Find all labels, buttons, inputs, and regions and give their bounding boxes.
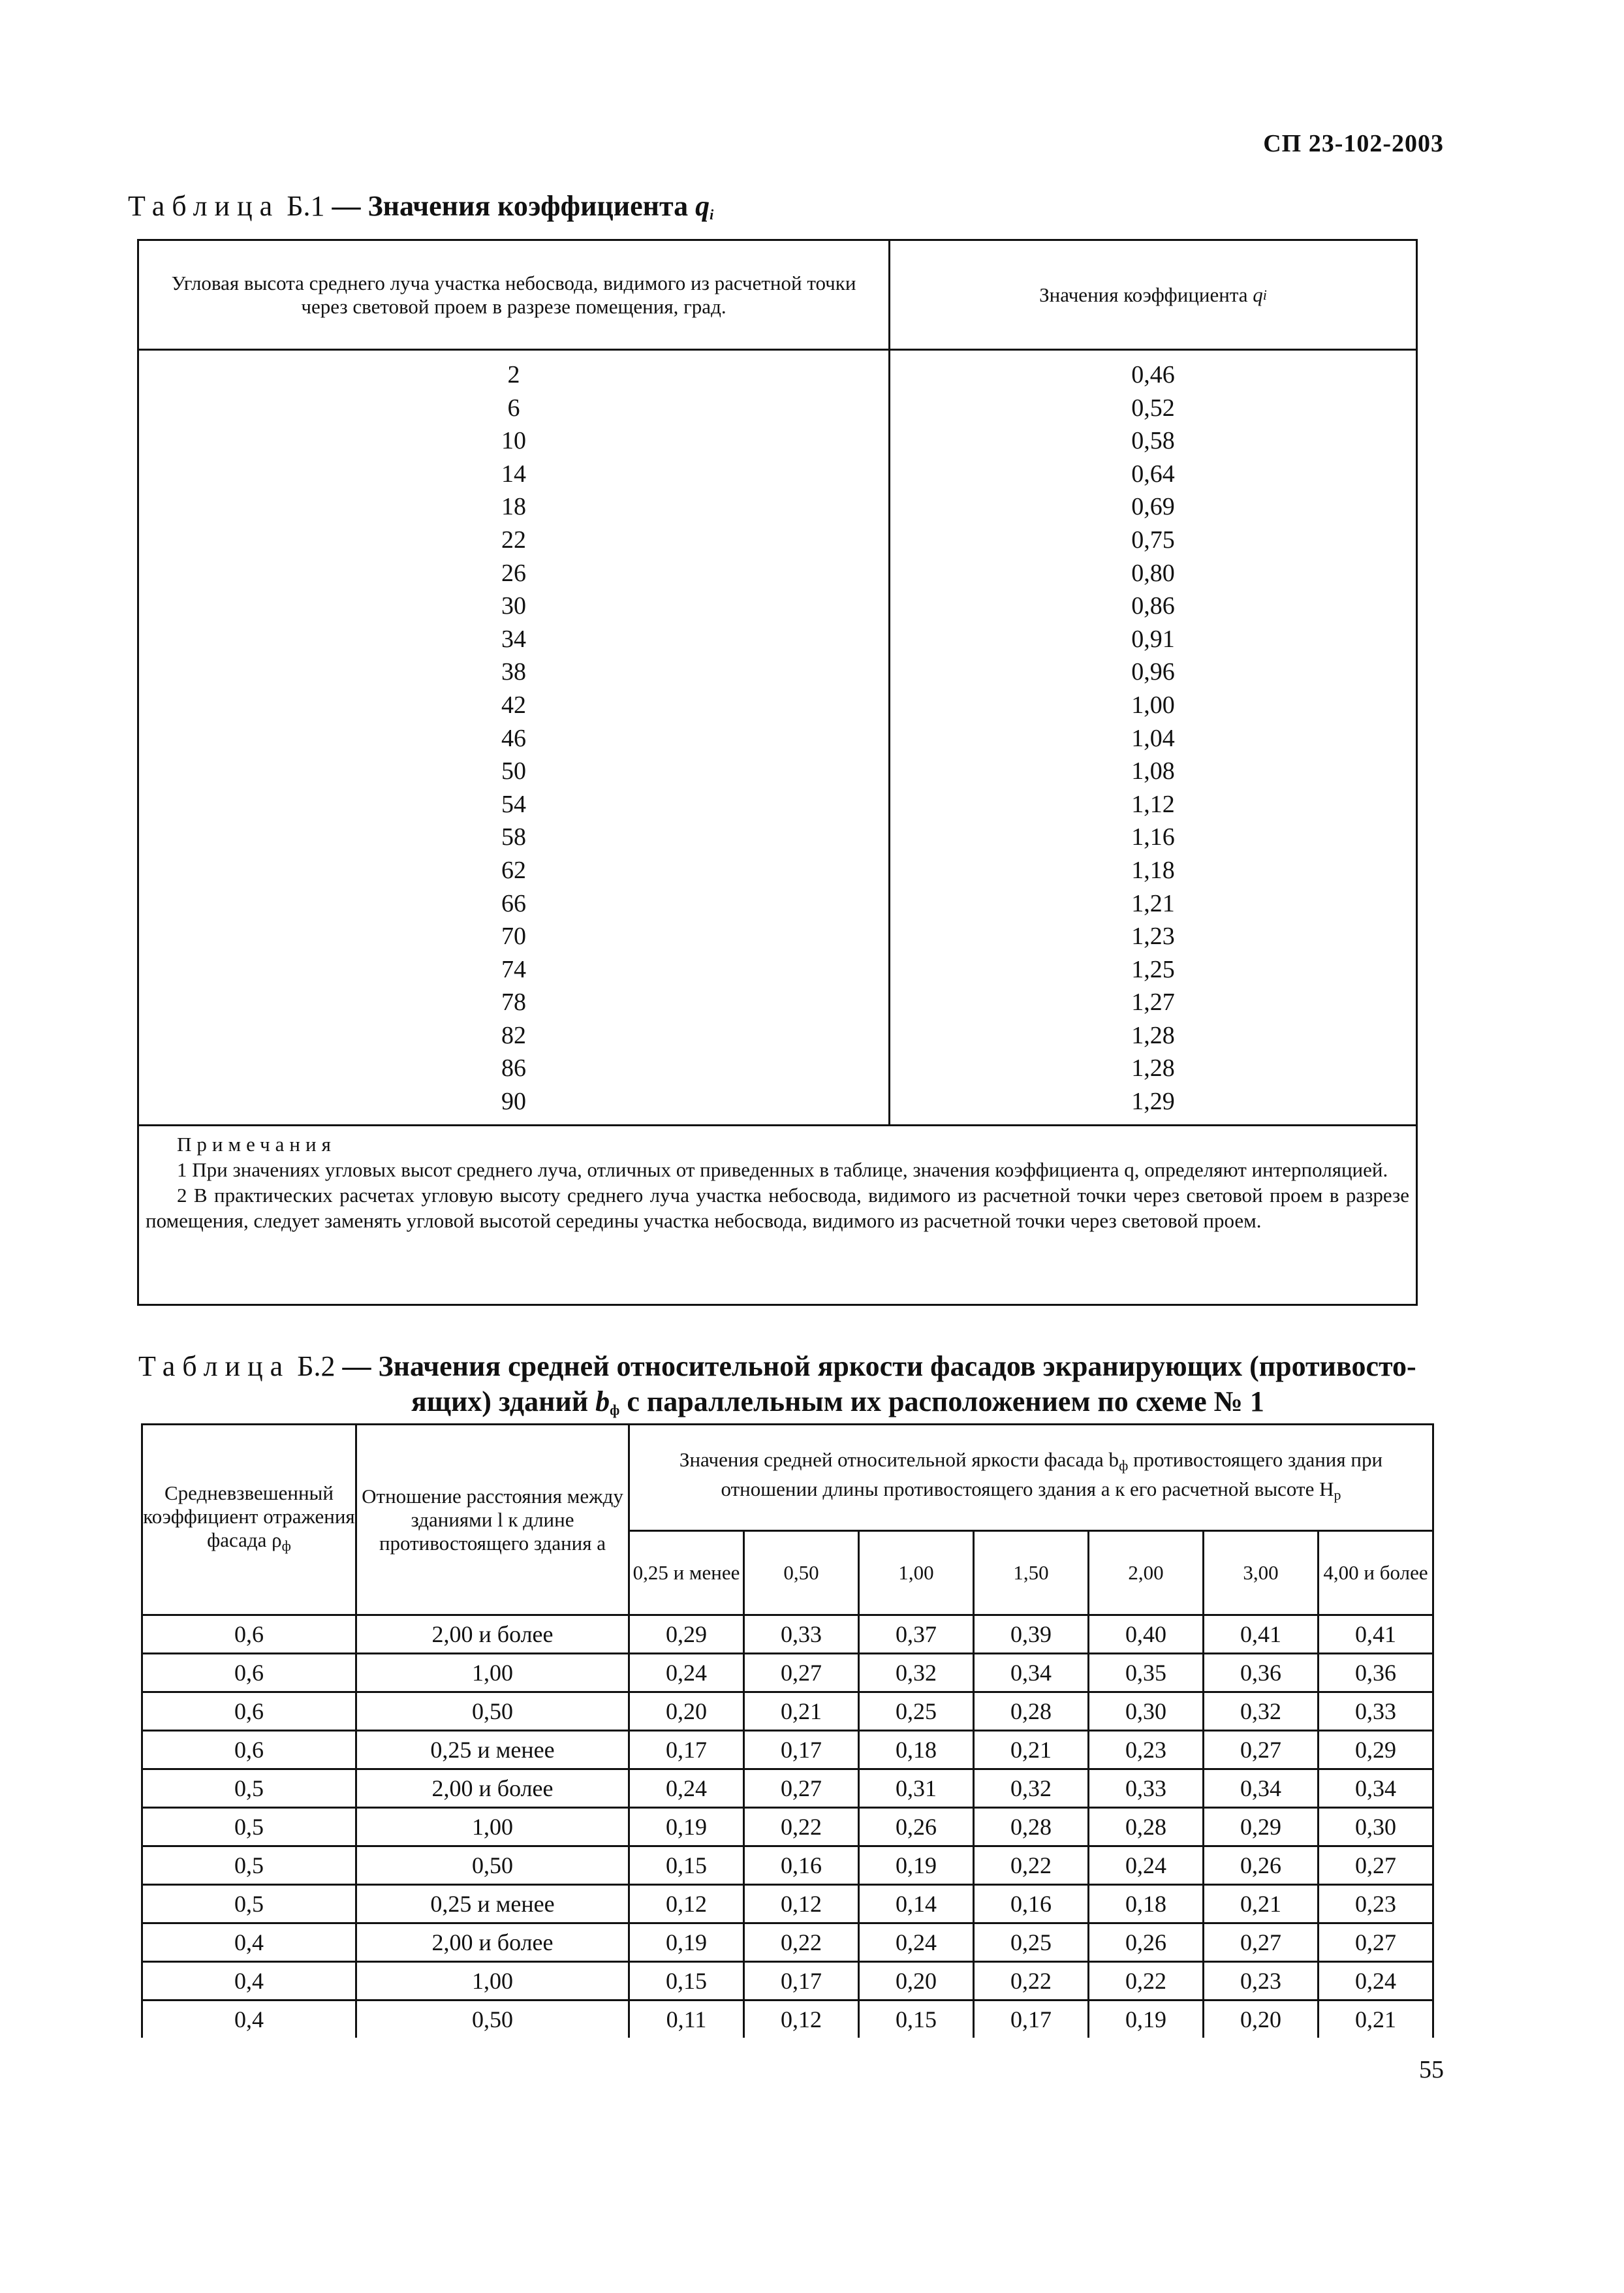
table1-angle-cell: 66 <box>501 889 526 917</box>
table2-cell: 0,24 <box>629 1769 744 1808</box>
table2-cell: 0,21 <box>1319 2000 1433 2038</box>
table2-cell: 0,24 <box>1089 1846 1204 1885</box>
table2-ratio-header: 4,00 и более <box>1319 1531 1433 1615</box>
table1-angle-cell: 6 <box>507 394 520 422</box>
table-row <box>142 1654 1433 1692</box>
table1-note-2: 2 В практических расчетах угловую высоту среднего луча участка небосвода, видимого из расчетной точки через световой проем в разрезе помещения, следует заменять угловой высотой середины участка небосвода, видимого из расчетной точки через световой проем. <box>146 1184 1409 1232</box>
table2-cell: 0,41 <box>1204 1615 1319 1654</box>
table2-cell: 0,6 <box>142 1731 356 1769</box>
table2-cell: 0,18 <box>859 1731 974 1769</box>
table2-cell: 0,6 <box>142 1654 356 1692</box>
table2-cell: 0,19 <box>629 1923 744 1962</box>
table-row <box>142 1885 1433 1923</box>
table2-cell: 0,12 <box>744 1885 859 1923</box>
table1-angle-cell: 34 <box>501 625 526 653</box>
table2-cell: 0,50 <box>356 1846 629 1885</box>
table2-cell: 0,27 <box>744 1654 859 1692</box>
table2-cell: 0,14 <box>859 1885 974 1923</box>
table2-cell: 0,27 <box>744 1769 859 1808</box>
table1-value-cell: 0,75 <box>1131 526 1175 554</box>
table2-cell: 0,50 <box>356 1692 629 1731</box>
table1-angle-cell: 90 <box>501 1088 526 1116</box>
table2-cell: 0,28 <box>974 1808 1089 1846</box>
table2-cell: 0,39 <box>974 1615 1089 1654</box>
table2-cell: 0,5 <box>142 1885 356 1923</box>
table2-ratio-header: 0,50 <box>744 1531 859 1615</box>
table1-header-coefficient-text: Значения коэффициента <box>1039 283 1248 306</box>
table1-angle-cell: 74 <box>501 955 526 983</box>
table2-cell: 1,00 <box>356 1808 629 1846</box>
table2-cell: 0,23 <box>1089 1731 1204 1769</box>
table2-cell: 0,26 <box>1089 1923 1204 1962</box>
table-row <box>142 1615 1433 1654</box>
table1-header-angle-text: Угловая высота среднего луча участка небосвода, видимого из расчетной точки через световой проем в разрезе помещения, град. <box>171 271 856 318</box>
table2-cell: 2,00 и более <box>356 1769 629 1808</box>
table2-cell: 0,4 <box>142 1962 356 2000</box>
table-row <box>142 1731 1433 1769</box>
table1-angle-cell: 38 <box>501 658 526 686</box>
table1-angle-cell: 30 <box>501 592 526 620</box>
table2-header-brightness-group: Значения средней относительной яркости фасада $b_ф$ противостоящего здания при отношении длины противостоящего здания a к его расчетной высоте $H_р$ <box>629 1425 1433 1531</box>
table2-cell: 0,20 <box>1204 2000 1319 2038</box>
table2-cell: 0,12 <box>629 1885 744 1923</box>
table1-angle-cell: 26 <box>501 559 526 587</box>
table2-cell: 0,27 <box>1204 1923 1319 1962</box>
table1-value-cell: 1,28 <box>1131 1054 1175 1083</box>
table2-cell: 0,37 <box>859 1615 974 1654</box>
table1-notes <box>139 1124 1416 1304</box>
table2-caption-dash: — <box>342 1350 371 1382</box>
table2-cell: 0,20 <box>629 1692 744 1731</box>
table2-cell: 0,22 <box>744 1808 859 1846</box>
table2-caption-symbol: b <box>595 1385 610 1417</box>
table2-cell: 0,24 <box>629 1654 744 1692</box>
table2-cell: 0,21 <box>974 1731 1089 1769</box>
table1-caption-title: Значения коэффициента <box>367 190 689 222</box>
table1-value-cell: 0,69 <box>1131 493 1175 521</box>
table2-cell: 0,35 <box>1089 1654 1204 1692</box>
table2-cell: 0,5 <box>142 1808 356 1846</box>
table2-cell: 0,23 <box>1204 1962 1319 2000</box>
table2-cell: 0,15 <box>629 1962 744 2000</box>
table1-angle-cell: 62 <box>501 856 526 884</box>
table1-angle-cell: 18 <box>501 493 526 521</box>
table2-cell: 0,5 <box>142 1846 356 1885</box>
table2-ratio-header: 1,00 <box>859 1531 974 1615</box>
table2-cell: 0,17 <box>974 2000 1089 2038</box>
table1-angle-cell: 42 <box>501 691 526 719</box>
table1-angle-cell: 22 <box>501 526 526 554</box>
table2-cell: 0,41 <box>1319 1615 1433 1654</box>
table2-cell: 1,00 <box>356 1654 629 1692</box>
table1-value-cell: 0,58 <box>1131 427 1175 455</box>
table1-value-cell: 0,96 <box>1131 658 1175 686</box>
table1-header-coefficient <box>890 241 1416 349</box>
table1-angle-cell: 2 <box>507 361 520 388</box>
table2-cell: 0,25 <box>974 1923 1089 1962</box>
table2-cell: 0,26 <box>1204 1846 1319 1885</box>
table2-cell: 0,11 <box>629 2000 744 2038</box>
table2-cell: 0,22 <box>744 1923 859 1962</box>
table2-cell: 0,30 <box>1319 1808 1433 1846</box>
table-row <box>142 1923 1433 1962</box>
table1-value-cell: 1,23 <box>1131 923 1175 951</box>
table-row <box>142 1962 1433 2000</box>
table1-value-cell: 1,29 <box>1131 1088 1175 1116</box>
table2-cell: 0,25 и менее <box>356 1885 629 1923</box>
table1-value-cell: 1,27 <box>1131 988 1175 1017</box>
table1-caption-number: Б.1 <box>287 190 325 222</box>
table2-cell: 0,15 <box>629 1846 744 1885</box>
table2-cell: 0,12 <box>744 2000 859 2038</box>
table2 <box>141 1423 1434 2038</box>
table2-cell: 0,28 <box>974 1692 1089 1731</box>
table-row <box>142 1692 1433 1731</box>
table-row <box>142 2000 1433 2038</box>
table2-cell: 0,32 <box>1204 1692 1319 1731</box>
table2-caption-line2-post: с параллельным их расположением по схеме № 1 <box>627 1385 1264 1417</box>
table2-cell: 0,19 <box>859 1846 974 1885</box>
table2-cell: 0,33 <box>744 1615 859 1654</box>
table-row <box>142 1769 1433 1808</box>
table2-cell: 0,28 <box>1089 1808 1204 1846</box>
table2-cell: 0,29 <box>1204 1808 1319 1846</box>
table-row <box>142 1846 1433 1885</box>
table2-cell: 0,6 <box>142 1692 356 1731</box>
table1-value-cell: 1,21 <box>1131 889 1175 917</box>
table1-value-cell: 1,00 <box>1131 691 1175 719</box>
table1-value-cell: 0,80 <box>1131 559 1175 587</box>
table2-cell: 0,22 <box>974 1846 1089 1885</box>
table2-cell: 0,27 <box>1319 1923 1433 1962</box>
table2-cell: 0,34 <box>1319 1769 1433 1808</box>
table1-angle-cell: 70 <box>501 923 526 951</box>
table1-header-angle <box>139 241 888 349</box>
table2-caption-line2-pre: ящих) зданий <box>411 1385 589 1417</box>
table2-cell: 0,15 <box>859 2000 974 2038</box>
table1-caption-dash: — <box>332 190 361 222</box>
table2-cell: 0,4 <box>142 2000 356 2038</box>
table2-ratio-header: 3,00 <box>1204 1531 1319 1615</box>
table2-cell: 0,50 <box>356 2000 629 2038</box>
table2-ratio-header: 2,00 <box>1089 1531 1204 1615</box>
table1-value-column <box>890 358 1416 1118</box>
table1-caption-symbol: q <box>695 190 710 222</box>
table2-caption-number: Б.2 <box>297 1350 336 1382</box>
table2-cell: 0,16 <box>974 1885 1089 1923</box>
table1-value-cell: 1,04 <box>1131 724 1175 752</box>
table2-cell: 0,40 <box>1089 1615 1204 1654</box>
table1-value-cell: 1,28 <box>1131 1021 1175 1049</box>
table1-caption-symbol-sub: i <box>710 206 714 223</box>
table1-angle-cell: 54 <box>501 790 526 818</box>
table1-notes-title: Примечания <box>177 1133 336 1156</box>
table2-cell: 0,30 <box>1089 1692 1204 1731</box>
table1-angle-cell: 82 <box>501 1021 526 1049</box>
table1-note-1: 1 При значениях угловых высот среднего луча, отличных от приведенных в таблице, значения коэффициента q, определяют интерполяцией. <box>177 1158 1388 1181</box>
table2-cell: 0,17 <box>744 1731 859 1769</box>
table-row <box>142 1808 1433 1846</box>
table2-cell: 0,22 <box>974 1962 1089 2000</box>
table2-cell: 2,00 и более <box>356 1923 629 1962</box>
table2-cell: 0,19 <box>629 1808 744 1846</box>
table2-cell: 0,16 <box>744 1846 859 1885</box>
table1-angle-cell: 46 <box>501 724 526 752</box>
table2-cell: 0,25 и менее <box>356 1731 629 1769</box>
table2-cell: 0,22 <box>1089 1962 1204 2000</box>
table2-cell: 0,27 <box>1319 1846 1433 1885</box>
table1-header-symbol-sub: i <box>1262 286 1267 303</box>
table2-cell: 0,24 <box>859 1923 974 1962</box>
table2-cell: 0,31 <box>859 1769 974 1808</box>
table1-value-cell: 1,16 <box>1131 823 1175 851</box>
document-code: СП 23-102-2003 <box>1263 130 1444 157</box>
table2-body <box>142 1615 1433 2038</box>
table2-cell: 0,24 <box>1319 1962 1433 2000</box>
table1-value-cell: 0,91 <box>1131 625 1175 653</box>
table2-caption <box>138 1349 1418 1428</box>
table2-cell: 0,32 <box>974 1769 1089 1808</box>
table1-value-cell: 1,18 <box>1131 856 1175 884</box>
table2-cell: 0,26 <box>859 1808 974 1846</box>
table2-ratio-header: 0,25 и менее <box>629 1531 744 1615</box>
table2-cell: 0,4 <box>142 1923 356 1962</box>
table2-cell: 2,00 и более <box>356 1615 629 1654</box>
table1-value-cell: 0,64 <box>1131 460 1175 488</box>
table2-cell: 0,34 <box>1204 1769 1319 1808</box>
table2-cell: 0,29 <box>1319 1731 1433 1769</box>
table2-cell: 0,6 <box>142 1615 356 1654</box>
page-number: 55 <box>1419 2056 1444 2083</box>
table2-caption-line1: Значения средней относительной яркости фасадов экранирующих (противосто- <box>378 1350 1416 1382</box>
table1-angle-cell: 58 <box>501 823 526 851</box>
table2-cell: 0,29 <box>629 1615 744 1654</box>
table1-value-cell: 0,52 <box>1131 394 1175 422</box>
table1-caption-word: Таблица <box>128 190 280 222</box>
table2-cell: 0,25 <box>859 1692 974 1731</box>
table1-angle-cell: 78 <box>501 988 526 1017</box>
table2-header-reflection: Средневзвешенный коэффициент отражения фасада $\rho_ф$ <box>142 1425 356 1615</box>
table2-cell: 0,33 <box>1089 1769 1204 1808</box>
table1-value-cell: 0,86 <box>1131 592 1175 620</box>
table1-angle-cell: 14 <box>501 460 526 488</box>
table2-caption-word: Таблица <box>138 1350 290 1382</box>
table2-cell: 0,27 <box>1204 1731 1319 1769</box>
table1-angle-cell: 50 <box>501 757 526 785</box>
table2-cell: 0,21 <box>744 1692 859 1731</box>
table2-cell: 0,19 <box>1089 2000 1204 2038</box>
table2-cell: 0,18 <box>1089 1885 1204 1923</box>
table2-cell: 1,00 <box>356 1962 629 2000</box>
table2-cell: 0,23 <box>1319 1885 1433 1923</box>
table1-value-cell: 1,08 <box>1131 757 1175 785</box>
table2-header-distance-ratio: Отношение расстояния между зданиями l к длине противостоящего здания a <box>356 1425 629 1615</box>
table2-cell: 0,33 <box>1319 1692 1433 1731</box>
table1-value-cell: 1,25 <box>1131 955 1175 983</box>
table2-cell: 0,36 <box>1204 1654 1319 1692</box>
table1-caption <box>128 189 713 223</box>
table2-cell: 0,21 <box>1204 1885 1319 1923</box>
table1-value-cell: 0,46 <box>1131 361 1175 388</box>
table1-angle-column <box>139 358 888 1118</box>
table1-angle-cell: 10 <box>501 427 526 455</box>
table2-ratio-header: 1,50 <box>974 1531 1089 1615</box>
table2-cell: 0,36 <box>1319 1654 1433 1692</box>
table2-cell: 0,17 <box>744 1962 859 2000</box>
table2-cell: 0,5 <box>142 1769 356 1808</box>
table2-cell: 0,17 <box>629 1731 744 1769</box>
table1-angle-cell: 86 <box>501 1054 526 1083</box>
table1-value-cell: 1,12 <box>1131 790 1175 818</box>
table1-header-symbol: q <box>1253 283 1263 306</box>
table2-cell: 0,34 <box>974 1654 1089 1692</box>
table2-cell: 0,32 <box>859 1654 974 1692</box>
table2-caption-symbol-sub: ф <box>610 1402 620 1418</box>
table2-cell: 0,20 <box>859 1962 974 2000</box>
table1 <box>137 239 1418 1306</box>
